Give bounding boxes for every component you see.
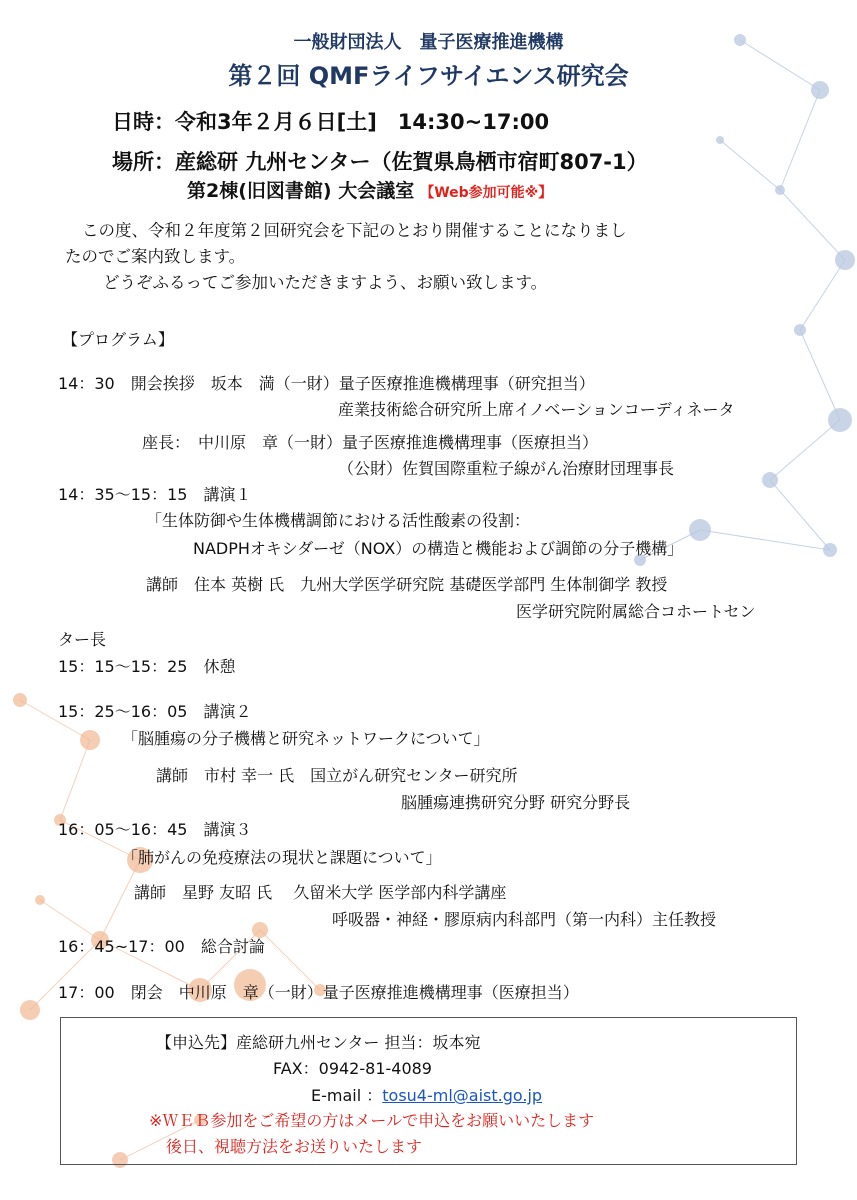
program-line: NADPHオキシダーゼ（NOX）の構造と機能および調節の分子機構」 — [193, 539, 684, 558]
program-line: 「生体防御や生体機構調節における活性酸素の役割： — [146, 511, 531, 530]
event-place: 場所：産総研 九州センター（佐賀県鳥栖市宿町807-1） — [112, 150, 648, 174]
program-line: （公財）佐賀国際重粒子線がん治療財団理事長 — [338, 459, 675, 478]
program-line: 15：25〜16：05 講演２ — [58, 702, 252, 721]
intro-line-2: たのでご案内致します。 — [65, 247, 246, 266]
program-line: 16：05〜16：45 講演３ — [58, 820, 252, 839]
program-line: 産業技術総合研究所上席イノベーションコーディネータ — [338, 400, 735, 419]
program-line: 「肺がんの免疫療法の現状と課題について」 — [122, 848, 442, 867]
program-line: 呼吸器・神経・膠原病内科部門（第一内科）主任教授 — [332, 910, 717, 929]
program-line: 医学研究院附属総合コホートセン — [516, 602, 756, 621]
intro-line-1: この度、令和２年度第２回研究会を下記のとおり開催することになりまし — [82, 221, 627, 240]
program-line: 14：30 開会挨拶 坂本 満（一財）量子医療推進機構理事（研究担当） — [58, 374, 595, 393]
email-label: E-mail ： — [311, 1086, 383, 1105]
web-note-line-1: ※ＷＥＢ参加をご希望の方はメールで申込をお願いいたします — [149, 1111, 595, 1130]
web-participation-note: 【Web参加可能※】 — [420, 185, 553, 201]
program-line: ター長 — [58, 630, 107, 649]
event-room — [187, 176, 552, 203]
page-title: 第２回 QMFライフサイエンス研究会 — [228, 62, 629, 90]
program-line: 脳腫瘍連携研究分野 研究分野長 — [401, 793, 631, 812]
program-line: 14：35〜15：15 講演１ — [58, 485, 252, 504]
intro-line-3: どうぞふるってご参加いただきますよう、お願い致します。 — [103, 273, 548, 292]
email-link[interactable]: tosu4-ml@aist.go.jp — [382, 1086, 543, 1105]
program-line: 15：15〜15：25 休憩 — [58, 657, 236, 676]
organization-name: 一般財団法人 量子医療推進機構 — [293, 32, 564, 53]
event-datetime: 日時：令和3年２月６日[土] 14:30~17:00 — [112, 110, 550, 134]
program-line: 座長： 中川原 章（一財）量子医療推進機構理事（医療担当） — [142, 433, 599, 452]
program-line: 16：45~17：00 総合討論 — [58, 937, 265, 956]
contact-line: 【申込先】産総研九州センター 担当：坂本宛 — [156, 1033, 481, 1052]
contact-fax: FAX：0942-81-4089 — [273, 1059, 432, 1078]
contact-email-row — [311, 1083, 542, 1106]
program-line: 講師 星野 友昭 氏 久留米大学 医学部内科学講座 — [134, 883, 507, 902]
program-line: 講師 住本 英樹 氏 九州大学医学研究院 基礎医学部門 生体制御学 教授 — [146, 575, 668, 594]
web-note-line-2: 後日、視聴方法をお送りいたします — [166, 1137, 423, 1156]
program-line: 講師 市村 幸一 氏 国立がん研究センター研究所 — [156, 766, 518, 785]
event-room-label: 第2棟(旧図書館) 大会議室 — [187, 180, 415, 202]
program-heading: 【プログラム】 — [62, 330, 174, 349]
program-line: 「脳腫瘍の分子機構と研究ネットワークについて」 — [122, 729, 490, 748]
program-line: 17：00 閉会 中川原 章（一財）量子医療推進機構理事（医療担当） — [58, 983, 579, 1002]
